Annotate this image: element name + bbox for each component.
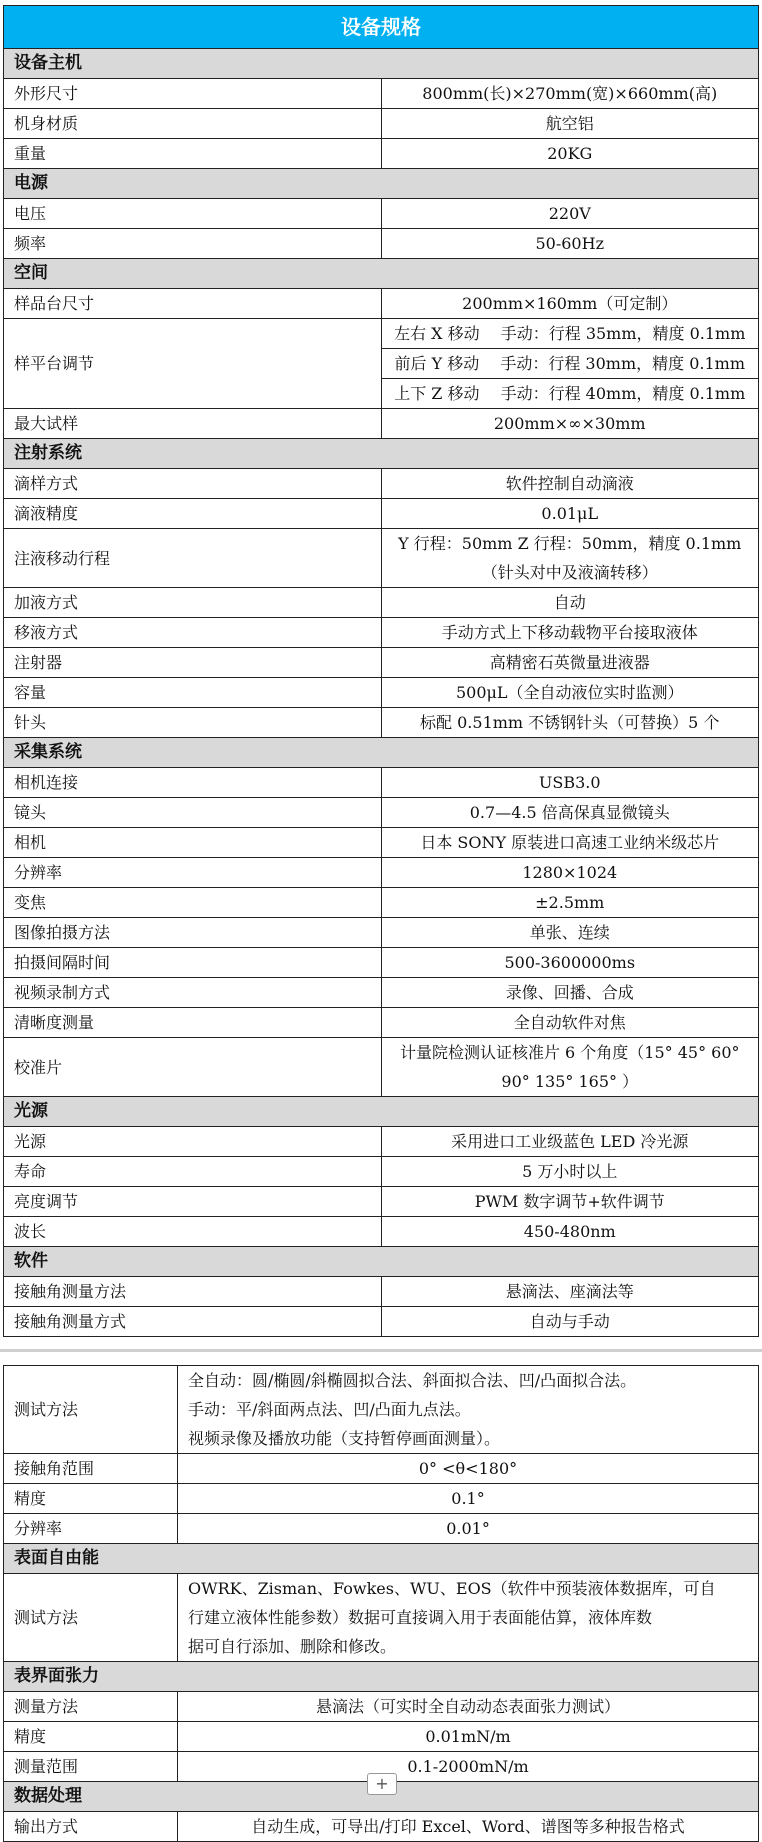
- section-header-row: [4, 169, 759, 199]
- table-row: [4, 1722, 759, 1752]
- spec-label: 光源: [4, 1127, 382, 1157]
- table-row: [4, 918, 759, 948]
- spec-label: 滴样方式: [4, 469, 382, 499]
- table-row: [4, 1307, 759, 1337]
- section-header: 软件: [4, 1247, 759, 1277]
- section-header-row: [4, 259, 759, 289]
- spec-label: 接触角测量方法: [4, 1277, 382, 1307]
- spec-value: 悬滴法（可实时全自动动态表面张力测试）: [178, 1692, 759, 1722]
- spec-value: 800mm(长)×270mm(宽)×660mm(高): [381, 79, 759, 109]
- spec-value: 航空铝: [381, 109, 759, 139]
- spec-value-multiline: [178, 1366, 759, 1454]
- table-row: [4, 678, 759, 708]
- spec-value: Y 行程：50mm Z 行程：50mm，精度 0.1mm（针头对中及液滴转移）: [381, 529, 759, 588]
- table-row: [4, 708, 759, 738]
- spec-label: 最大试样: [4, 409, 382, 439]
- spec-value: USB3.0: [381, 768, 759, 798]
- table-row: [4, 229, 759, 259]
- spec-label: 重量: [4, 139, 382, 169]
- spec-label: 测量范围: [4, 1752, 178, 1782]
- spec-value: 20KG: [381, 139, 759, 169]
- spec-label: 分辨率: [4, 858, 382, 888]
- spec-label: 变焦: [4, 888, 382, 918]
- table-row: [4, 588, 759, 618]
- spec-value: 采用进口工业级蓝色 LED 冷光源: [381, 1127, 759, 1157]
- table-row: [4, 1692, 759, 1722]
- section-header: 数据处理: [4, 1782, 759, 1812]
- spec-value-line: 全自动：圆/椭圆/斜椭圆拟合法、斜面拟合法、凹/凸面拟合法。: [188, 1371, 637, 1390]
- section-header-row: [4, 1662, 759, 1692]
- spec-value: 标配 0.51mm 不锈钢针头（可替换）5 个: [381, 708, 759, 738]
- table-row: [4, 768, 759, 798]
- spec-sub-value: 前后 Y 移动 手动：行程 30mm，精度 0.1mm: [382, 349, 759, 379]
- spec-label: 相机: [4, 828, 382, 858]
- spec-label: 注射器: [4, 648, 382, 678]
- spec-value: 0.01μL: [381, 499, 759, 529]
- section-header-row: [4, 49, 759, 79]
- spec-label: 样平台调节: [4, 319, 382, 409]
- spec-label: 移液方式: [4, 618, 382, 648]
- spec-value: 全自动软件对焦: [381, 1008, 759, 1038]
- spec-value: 单张、连续: [381, 918, 759, 948]
- section-header: 空间: [4, 259, 759, 289]
- spec-label: 外形尺寸: [4, 79, 382, 109]
- spec-value-line: 行建立液体性能参数）数据可直接调入用于表面能估算，液体库数: [188, 1608, 653, 1627]
- spec-label: 测试方法: [4, 1574, 178, 1662]
- spec-label: 频率: [4, 229, 382, 259]
- spec-value-line: 视频录像及播放功能（支持暂停画面测量）。: [188, 1429, 501, 1448]
- table-row: [4, 948, 759, 978]
- table-row: [4, 1217, 759, 1247]
- spec-value: 自动生成，可导出/打印 Excel、Word、谱图等多种报告格式: [178, 1812, 759, 1842]
- spec-value: 200mm×160mm（可定制）: [381, 289, 759, 319]
- table-row: [4, 139, 759, 169]
- spec-label: 相机连接: [4, 768, 382, 798]
- spec-value: 日本 SONY 原装进口高速工业纳米级芯片: [381, 828, 759, 858]
- table-row: [4, 469, 759, 499]
- spec-label: 输出方式: [4, 1812, 178, 1842]
- spec-label: 测量方法: [4, 1692, 178, 1722]
- spec-value: 200mm×∞×30mm: [381, 409, 759, 439]
- section-header: 设备主机: [4, 49, 759, 79]
- spec-label: 亮度调节: [4, 1187, 382, 1217]
- section-header: 采集系统: [4, 738, 759, 768]
- table-row: [4, 529, 759, 588]
- table-row: [4, 978, 759, 1008]
- spec-label: 精度: [4, 1722, 178, 1752]
- table-row: [4, 828, 759, 858]
- table-row: [4, 1187, 759, 1217]
- spec-value-line: OWRK、Zisman、Fowkes、WU、EOS（软件中预装液体数据库，可自: [188, 1579, 716, 1598]
- spec-value: 500μL（全自动液位实时监测）: [381, 678, 759, 708]
- spec-label: 镜头: [4, 798, 382, 828]
- spec-label: 视频录制方式: [4, 978, 382, 1008]
- section-header-row: [4, 1544, 759, 1574]
- table-row: [4, 858, 759, 888]
- table-row: [4, 798, 759, 828]
- spec-label: 样品台尺寸: [4, 289, 382, 319]
- spec-value: 0° <θ<180°: [178, 1454, 759, 1484]
- section-header-row: [4, 439, 759, 469]
- spec-label: 容量: [4, 678, 382, 708]
- page-break-divider: [0, 1343, 762, 1352]
- spec-value: 1280×1024: [381, 858, 759, 888]
- section-header: 电源: [4, 169, 759, 199]
- spec-label: 电压: [4, 199, 382, 229]
- table-row: [4, 1277, 759, 1307]
- spec-value: 计量院检测认证核准片 6 个角度（15° 45° 60° 90° 135° 165° ）: [381, 1038, 759, 1097]
- section-header-row: [4, 1097, 759, 1127]
- section-header: 表面自由能: [4, 1544, 759, 1574]
- spec-value: 220V: [381, 199, 759, 229]
- table-row: [4, 409, 759, 439]
- spec-label: 针头: [4, 708, 382, 738]
- spec-value: 0.7—4.5 倍高保真显微镜头: [381, 798, 759, 828]
- table-row: [4, 1366, 759, 1454]
- table-row: [4, 1454, 759, 1484]
- spec-value: 软件控制自动滴液: [381, 469, 759, 499]
- table-row: [4, 648, 759, 678]
- spec-label: 清晰度测量: [4, 1008, 382, 1038]
- section-header-row: [4, 738, 759, 768]
- spec-label: 图像拍摄方法: [4, 918, 382, 948]
- spec-label: 精度: [4, 1484, 178, 1514]
- spec-sub-value: 左右 X 移动 手动：行程 35mm，精度 0.1mm: [382, 319, 759, 349]
- spec-value: 自动: [381, 588, 759, 618]
- spec-label: 寿命: [4, 1157, 382, 1187]
- spec-value: 录像、回播、合成: [381, 978, 759, 1008]
- section-header: 注射系统: [4, 439, 759, 469]
- spec-value: 0.01mN/m: [178, 1722, 759, 1752]
- spec-label: 分辨率: [4, 1514, 178, 1544]
- spec-value: 高精密石英微量进液器: [381, 648, 759, 678]
- spec-value-line: 手动：平/斜面两点法、凹/凸面九点法。: [188, 1400, 471, 1419]
- spec-value-group: [381, 319, 759, 409]
- spec-value: PWM 数字调节+软件调节: [381, 1187, 759, 1217]
- table-row: [4, 1812, 759, 1842]
- spec-value: 0.01°: [178, 1514, 759, 1544]
- spec-label: 测试方法: [4, 1366, 178, 1454]
- table-row: [4, 289, 759, 319]
- spec-label: 机身材质: [4, 109, 382, 139]
- table-row: [4, 1157, 759, 1187]
- spec-label: 接触角测量方式: [4, 1307, 382, 1337]
- spec-value: 5 万小时以上: [381, 1157, 759, 1187]
- table-row: [4, 1008, 759, 1038]
- spec-label: 注液移动行程: [4, 529, 382, 588]
- table-row: [4, 618, 759, 648]
- table-row: [4, 1038, 759, 1097]
- spec-table-continued: [3, 1365, 759, 1842]
- table-title: 设备规格: [4, 6, 759, 49]
- spec-value: 自动与手动: [381, 1307, 759, 1337]
- table-title-row: [4, 6, 759, 49]
- spec-value: ±2.5mm: [381, 888, 759, 918]
- spec-sub-value: 上下 Z 移动 手动：行程 40mm，精度 0.1mm: [394, 384, 746, 403]
- spec-label: 加液方式: [4, 588, 382, 618]
- spec-label: 波长: [4, 1217, 382, 1247]
- table-row: [4, 1484, 759, 1514]
- table-row: [4, 888, 759, 918]
- table-row: [4, 109, 759, 139]
- spec-value: 手动方式上下移动载物平台接取液体: [381, 618, 759, 648]
- spec-value-line: 据可自行添加、删除和修改。: [188, 1637, 397, 1656]
- table-row: [4, 1514, 759, 1544]
- spec-label: 拍摄间隔时间: [4, 948, 382, 978]
- spec-value: 悬滴法、座滴法等: [381, 1277, 759, 1307]
- spec-value: 0.1°: [178, 1484, 759, 1514]
- spec-value: 500-3600000ms: [381, 948, 759, 978]
- table-row: [4, 1127, 759, 1157]
- table-row: [4, 319, 759, 409]
- spec-label: 滴液精度: [4, 499, 382, 529]
- spec-label: 接触角范围: [4, 1454, 178, 1484]
- spec-label: 校准片: [4, 1038, 382, 1097]
- spec-value: 0.1-2000mN/m: [178, 1752, 759, 1782]
- section-header: 表界面张力: [4, 1662, 759, 1692]
- expand-button[interactable]: +: [367, 1773, 397, 1795]
- table-row: [4, 499, 759, 529]
- spec-value-multiline: [178, 1574, 759, 1662]
- spec-value: 50-60Hz: [381, 229, 759, 259]
- table-row: [4, 79, 759, 109]
- table-row: [4, 199, 759, 229]
- spec-value: 450-480nm: [381, 1217, 759, 1247]
- table-row: [4, 1574, 759, 1662]
- section-header-row: [4, 1247, 759, 1277]
- section-header: 光源: [4, 1097, 759, 1127]
- spec-table-main: [3, 5, 759, 1337]
